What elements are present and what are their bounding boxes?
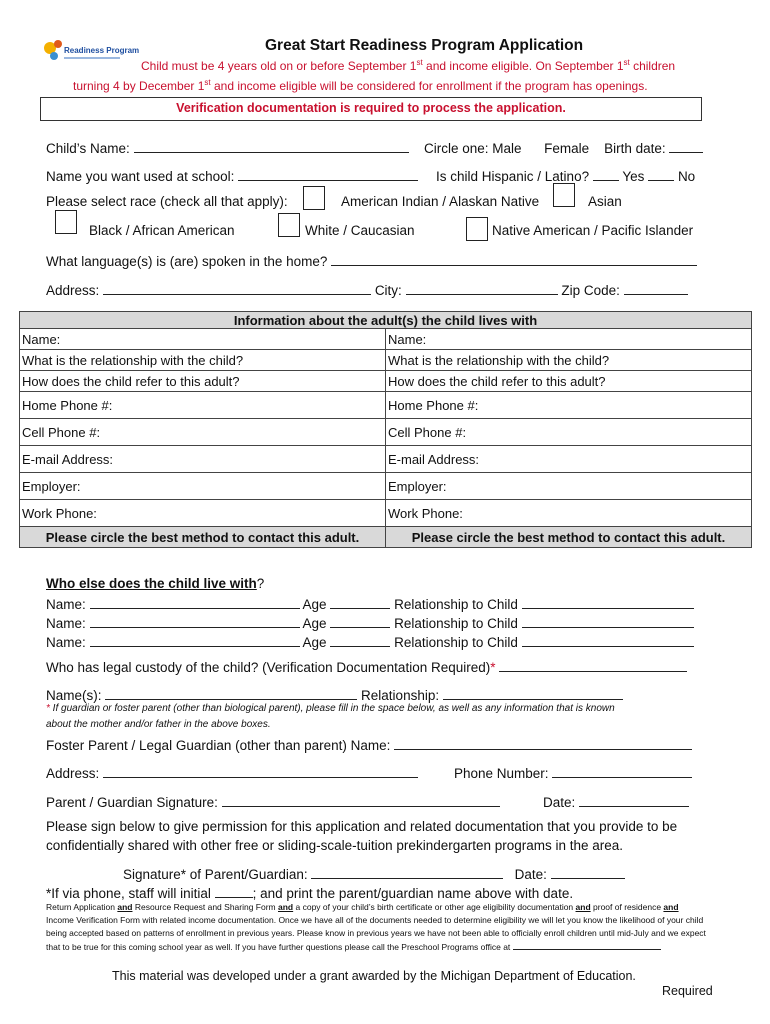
race-pacific-checkbox[interactable] [466, 217, 488, 241]
other-relationship-field[interactable] [522, 595, 694, 609]
address-row [46, 281, 688, 298]
custody-field[interactable] [499, 658, 687, 672]
adult1-work-phone-cell[interactable]: Work Phone: [20, 500, 386, 527]
foster-row [46, 736, 692, 753]
adult2-name-cell[interactable]: Name: [386, 329, 752, 350]
other-person-row-3: Name: Age Relationship to Child [46, 633, 694, 650]
other-relationship-field[interactable] [522, 614, 694, 628]
guardian-address-label: Address: [46, 766, 100, 781]
other-name-field[interactable] [90, 614, 300, 628]
address-field[interactable] [103, 281, 371, 295]
consent-signature-field[interactable] [311, 865, 503, 879]
city-field[interactable] [406, 281, 558, 295]
custody-names-field[interactable] [105, 686, 357, 700]
other-age-field[interactable] [330, 633, 390, 647]
eligibility-line-2: turning 4 by December 1st and income eligible will be considered for enrollment if the program has openings. [73, 78, 648, 93]
guardian-signature-row [46, 793, 500, 810]
child-name-row [46, 139, 409, 156]
circle-one-label: Circle one: [424, 141, 489, 156]
adult2-email-cell[interactable]: E-mail Address: [386, 446, 752, 473]
required-label: Required [662, 984, 713, 998]
adult1-cell-phone-cell[interactable]: Cell Phone #: [20, 419, 386, 446]
adults-table [19, 311, 752, 548]
adult2-employer-cell[interactable]: Employer: [386, 473, 752, 500]
male-option[interactable]: Male [492, 141, 522, 156]
guardian-date-row [543, 793, 689, 810]
logo-graphic [40, 36, 140, 70]
school-name-row [46, 167, 418, 184]
guardian-phone-field[interactable] [552, 764, 692, 778]
adult2-refer-cell[interactable]: How does the child refer to this adult? [386, 371, 752, 392]
zip-label: Zip Code: [561, 283, 620, 298]
adult1-email-cell[interactable]: E-mail Address: [20, 446, 386, 473]
custody-row [46, 658, 687, 675]
female-option[interactable]: Female [544, 141, 590, 156]
language-field[interactable] [331, 252, 697, 266]
consent-signature-row [123, 865, 625, 882]
yes-option: Yes [622, 169, 645, 184]
adult2-work-phone-cell[interactable]: Work Phone: [386, 500, 752, 527]
city-label: City: [374, 283, 402, 298]
adult2-relationship-cell[interactable]: What is the relationship with the child? [386, 350, 752, 371]
adult1-name-cell[interactable]: Name: [20, 329, 386, 350]
zip-field[interactable] [624, 281, 688, 295]
race-white-label: White / Caucasian [305, 223, 415, 238]
grant-note: This material was developed under a grant awarded by the Michigan Department of Education. [112, 969, 636, 983]
guardian-phone-row [454, 764, 692, 781]
hispanic-row [436, 167, 695, 184]
foster-name-field[interactable] [394, 736, 692, 750]
adult2-contact-method: Please circle the best method to contact this adult. [386, 527, 752, 548]
guardian-signature-field[interactable] [222, 793, 500, 807]
guardian-note-line-2: about the mother and/or father in the above boxes. [46, 719, 271, 730]
school-name-field[interactable] [238, 167, 418, 181]
guardian-phone-label: Phone Number: [454, 766, 549, 781]
consent-date-field[interactable] [551, 865, 625, 879]
race-black-checkbox[interactable] [55, 210, 77, 234]
consent-date-label: Date: [514, 867, 547, 882]
other-relationship-field[interactable] [522, 633, 694, 647]
race-pacific-label: Native American / Pacific Islander [492, 223, 694, 238]
foster-label: Foster Parent / Legal Guardian (other than parent) Name: [46, 738, 391, 753]
hispanic-label: Is child Hispanic / Latino? [436, 169, 590, 184]
phone-initial-note-cont: ; and print the parent/guardian name above with date. [252, 886, 574, 901]
custody-relationship-field[interactable] [443, 686, 623, 700]
race-black-label: Black / African American [89, 223, 235, 238]
race-asian-checkbox[interactable] [553, 183, 575, 207]
hispanic-yes-field[interactable] [593, 167, 619, 181]
birth-date-label: Birth date: [604, 141, 666, 156]
birth-date-field[interactable] [669, 139, 703, 153]
consent-line-1: Please sign below to give permission for this application and related documentation that you provide to be [46, 819, 678, 834]
phone-initial-note: *If via phone, staff will initial [46, 886, 211, 901]
guardian-signature-label: Parent / Guardian Signature: [46, 795, 218, 810]
other-name-field[interactable] [90, 633, 300, 647]
other-age-field[interactable] [330, 614, 390, 628]
others-heading: Who else does the child live with [46, 576, 257, 591]
consent-signature-label: Signature* of Parent/Guardian: [123, 867, 308, 882]
adult1-home-phone-cell[interactable]: Home Phone #: [20, 392, 386, 419]
other-age-field[interactable] [330, 595, 390, 609]
adult2-cell-phone-cell[interactable]: Cell Phone #: [386, 419, 752, 446]
return-instructions: Return Application and Resource Request and Sharing Form and a copy of your child’s birth certificate or other age eligibility documentation and proof of residence and Income Verification Form with related income documentation. Once we have all of the documents needed to determine eligibility we will let you know the likelihood of your child being accepted based on patterns of enrollment in previous years. Please know in previous years we have not been able to officially enroll children until mid-July and we expect that to be true for this coming school year as well. If you have further questions please call the Preschool Programs office at [46, 902, 706, 952]
other-person-row-2: Name: Age Relationship to Child [46, 614, 694, 631]
page-title: Great Start Readiness Program Application [265, 37, 584, 54]
guardian-note-line-1: * If guardian or foster parent (other than biological parent), please fill in the space below, as well as any information that is known [46, 703, 615, 714]
others-heading-row: Who else does the child live with? [46, 576, 265, 591]
adult1-refer-cell[interactable]: How does the child refer to this adult? [20, 371, 386, 392]
phone-initial-row [46, 884, 573, 901]
race-label: Please select race (check all that apply): [46, 194, 288, 209]
custody-asterisk: * [490, 660, 496, 675]
adult1-contact-method: Please circle the best method to contact this adult. [20, 527, 386, 548]
custody-relationship-label: Relationship: [361, 688, 440, 703]
verification-notice: Verification documentation is required to process the application. [176, 101, 566, 115]
guardian-address-field[interactable] [103, 764, 418, 778]
svg-text:Readiness Program: Readiness Program [64, 46, 140, 55]
guardian-date-label: Date: [543, 795, 576, 810]
address-label: Address: [46, 283, 100, 298]
race-asian-label: Asian [588, 194, 622, 209]
race-american-indian-checkbox[interactable] [303, 186, 325, 210]
custody-question: Who has legal custody of the child? (Verification Documentation Required) [46, 660, 491, 675]
adult1-relationship-cell[interactable]: What is the relationship with the child? [20, 350, 386, 371]
adults-table-heading: Information about the adult(s) the child lives with [20, 312, 752, 329]
consent-line-2: confidentially shared with other free or sliding-scale-tuition prekindergarten programs in the area. [46, 838, 624, 853]
race-white-checkbox[interactable] [278, 213, 300, 237]
eligibility-line-1: Child must be 4 years old on or before September 1st and income eligible. On September 1st children [141, 58, 676, 73]
hispanic-no-field[interactable] [648, 167, 674, 181]
staff-initial-field[interactable] [215, 884, 253, 898]
language-row [46, 252, 697, 269]
logo [40, 36, 140, 70]
custody-names-row [46, 686, 623, 703]
child-name-field[interactable] [134, 139, 409, 153]
other-person-row-1: Name: Age Relationship to Child [46, 595, 694, 612]
no-option: No [677, 169, 696, 184]
child-name-label: Child’s Name: [46, 141, 130, 156]
other-name-field[interactable] [90, 595, 300, 609]
race-american-indian-label: American Indian / Alaskan Native [341, 194, 540, 209]
school-name-label: Name you want used at school: [46, 169, 235, 184]
adult2-home-phone-cell[interactable]: Home Phone #: [386, 392, 752, 419]
language-label: What language(s) is (are) spoken in the home? [46, 254, 328, 269]
gender-birth-row [424, 139, 703, 156]
guardian-address-row [46, 764, 418, 781]
office-phone-field[interactable] [513, 940, 661, 950]
adult1-employer-cell[interactable]: Employer: [20, 473, 386, 500]
guardian-date-field[interactable] [579, 793, 689, 807]
custody-names-label: Name(s): [46, 688, 102, 703]
